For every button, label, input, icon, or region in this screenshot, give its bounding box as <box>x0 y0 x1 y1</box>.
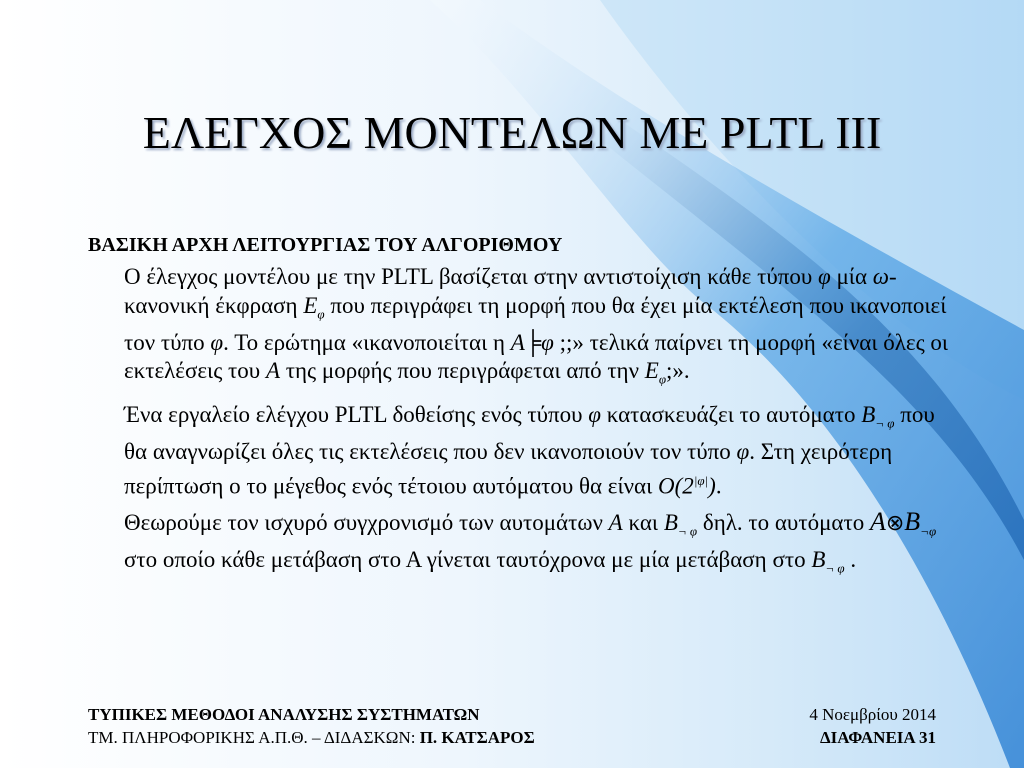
p1-text: . Το ερώτημα «ικανοποιείται η <box>223 329 511 355</box>
b-symbol: B <box>663 509 678 535</box>
phi-symbol: φ <box>541 329 554 355</box>
section-heading: ΒΑΣΙΚΗ ΑΡΧΗ ΛΕΙΤΟΥΡΓΙΑΣ ΤΟΥ ΑΛΓΟΡΙΘΜΟΥ <box>88 234 563 256</box>
p1-text: που περιγράφει τη μορφή που θα έχει μία εκτέλεση που ικανοποιεί τον τύπο <box>124 292 947 355</box>
phi-subscript: φ <box>658 371 667 387</box>
p3-text: δηλ. το αυτόματο <box>697 509 870 535</box>
e-symbol: E <box>644 358 659 384</box>
p2-text: κατασκευάζει το αυτόματο <box>600 402 862 428</box>
phi-symbol: φ <box>736 439 750 465</box>
phi-subscript: φ <box>317 306 325 322</box>
p1-text: ;». <box>666 358 690 384</box>
neg-phi-subscript: ¬ φ <box>677 523 698 539</box>
p1-text: ;;» τελικά παίρνει τη μορφή «είναι όλες οι εκτελέσεις του <box>124 329 949 384</box>
phi-symbol: φ <box>588 402 601 428</box>
phi-symbol: φ <box>817 264 831 289</box>
p2-text: που θα αναγνωρίζει όλες τις εκτελέσεις που δεν ικανοποιούν τον τύπο <box>124 402 935 465</box>
instructor-name: Π. ΚΑΤΣΑΡΟΣ <box>419 728 535 747</box>
p1-text: μία <box>830 264 873 289</box>
p2-text: . <box>715 473 722 499</box>
footer-right <box>809 703 936 749</box>
p3-text: και <box>622 509 664 535</box>
p3-text: . <box>844 547 857 573</box>
footer-left <box>88 703 535 749</box>
paragraph-pltl-correspondence <box>124 263 958 394</box>
e-symbol: E <box>303 292 318 318</box>
complexity-close: ) <box>708 473 716 499</box>
paragraph-automaton-construction <box>124 401 958 501</box>
department-line <box>88 726 535 749</box>
a-symbol: A <box>869 506 886 536</box>
omega-symbol: ω <box>872 264 890 289</box>
models-symbol: ╞ <box>524 329 542 355</box>
p1-text: Ο έλεγχος μοντέλου με την PLTL βασίζεται στην αντιστοίχιση κάθε τύπου <box>124 264 818 289</box>
neg-phi-subscript: ¬φ <box>920 523 937 539</box>
paragraph-synchronization <box>124 508 958 583</box>
course-title: ΤΥΠΙΚΕΣ ΜΕΘΟΔΟΙ ΑΝΑΛΥΣΗΣ ΣΥΣΤΗΜΑΤΩΝ <box>88 705 480 724</box>
p1-text: της μορφής που περιγράφεται από την <box>280 358 645 384</box>
b-symbol: B <box>904 506 921 536</box>
department-text: ΤΜ. ΠΛΗΡΟΦΟΡΙΚΗΣ Α.Π.Θ. – ΔΙΔΑΣΚΩΝ: <box>88 728 420 747</box>
a-symbol: A <box>608 509 623 535</box>
slide-date: 4 Νοεμβρίου 2014 <box>809 705 936 724</box>
otimes-symbol: ⊗ <box>885 509 905 535</box>
p2-text: Ένα εργαλείο ελέγχου PLTL δοθείσης ενός τύπου <box>124 402 589 428</box>
neg-phi-subscript: ¬ φ <box>825 560 845 576</box>
neg-phi-subscript: ¬ φ <box>875 415 895 431</box>
b-symbol: B <box>861 402 876 428</box>
a-symbol: A <box>510 329 525 355</box>
a-symbol: A <box>265 358 281 384</box>
p3-text: Θεωρούμε τον ισχυρό συγχρονισμό των αυτομάτων <box>124 509 609 535</box>
slide-title: ΕΛΕΓΧΟΣ ΜΟΝΤΕΛΩΝ ΜΕ PLTL III <box>142 107 882 158</box>
complexity-exponent: |φ| <box>693 472 709 488</box>
slide-content <box>88 231 978 590</box>
p2-text: . Στη χειρότερη περίπτωση ο το μέγεθος ενός τέτοιου αυτόματου θα είναι <box>124 439 893 499</box>
p3-text: στο οποίο κάθε μετάβαση στο Α γίνεται ταυτόχρονα με μία μετάβαση στο <box>124 547 812 573</box>
p1-text: -κανονική έκφραση <box>124 264 897 318</box>
phi-symbol: φ <box>210 329 224 355</box>
complexity-o: O(2 <box>658 473 694 499</box>
slide-number: ΔΙΑΦΑΝΕΙΑ 31 <box>819 728 936 747</box>
b-symbol: B <box>811 547 826 573</box>
